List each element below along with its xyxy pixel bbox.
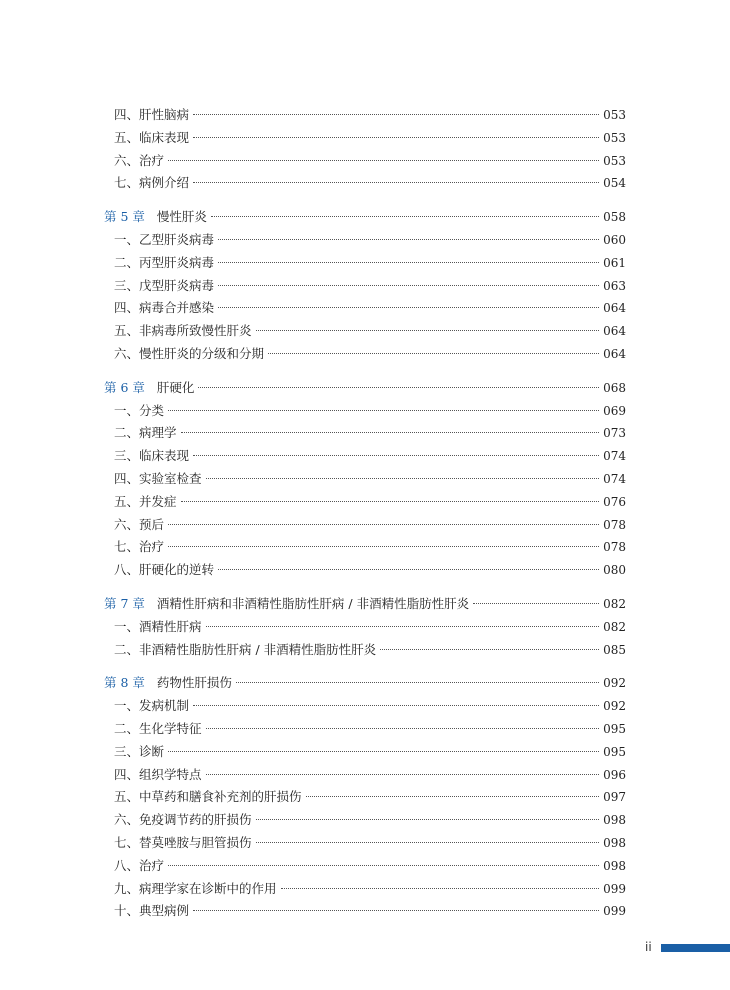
- toc-page-number: 098: [603, 858, 626, 873]
- toc-page-number: 074: [603, 449, 626, 464]
- section-title: 九、病理学家在诊断中的作用: [114, 880, 277, 896]
- section-title: 四、肝性脑病: [114, 107, 190, 122]
- toc-page-number: 092: [603, 699, 626, 714]
- toc-section-row[interactable]: [104, 639, 626, 662]
- toc-section-row[interactable]: [104, 468, 626, 491]
- toc-section-row[interactable]: [104, 400, 626, 423]
- toc-page-number: 099: [603, 904, 626, 919]
- toc-page-number: 054: [603, 176, 626, 191]
- chapter-number: 第 5 章: [104, 209, 145, 225]
- dot-leader: [218, 239, 599, 240]
- dot-leader: [206, 626, 600, 627]
- toc-page-number: 073: [603, 426, 626, 441]
- toc-section-row[interactable]: [104, 150, 626, 173]
- toc-page-number: 076: [603, 494, 626, 509]
- toc-section-row[interactable]: [104, 832, 626, 855]
- toc-page-number: 058: [603, 210, 626, 225]
- section-title: 六、预后: [114, 516, 165, 532]
- chapter-title: 药物性肝损伤: [156, 675, 232, 691]
- toc-page-number: 064: [603, 324, 626, 339]
- chapter-number: 第 6 章: [104, 379, 145, 395]
- toc-section-row[interactable]: [104, 616, 626, 639]
- toc-page-number: 092: [603, 676, 626, 691]
- dot-leader: [193, 114, 599, 115]
- section-title: 七、病例介绍: [114, 175, 190, 191]
- dot-leader: [181, 432, 600, 433]
- section-title: 六、慢性肝炎的分级和分期: [114, 345, 265, 361]
- toc-chapter-row[interactable]: [104, 672, 626, 695]
- toc-section-row[interactable]: [104, 809, 626, 832]
- toc-page-number: 085: [603, 642, 626, 657]
- toc-page-number: 082: [603, 619, 626, 634]
- section-title: 五、并发症: [114, 493, 177, 509]
- section-title: 一、分类: [114, 402, 165, 418]
- section-title: 四、病毒合并感染: [114, 300, 215, 316]
- section-title: 五、中草药和膳食补充剂的肝损伤: [114, 789, 302, 805]
- toc-section-row[interactable]: [104, 229, 626, 252]
- dot-leader: [206, 478, 600, 479]
- chapter-number: 第 8 章: [104, 675, 145, 691]
- section-title: 一、酒精性肝病: [114, 618, 202, 634]
- toc-section-row[interactable]: [104, 104, 626, 127]
- table-of-contents: [104, 104, 626, 923]
- toc-section-row[interactable]: [104, 445, 626, 468]
- toc-section-row[interactable]: [104, 900, 626, 923]
- toc-page-number: 053: [603, 130, 626, 145]
- toc-section-row[interactable]: [104, 275, 626, 298]
- toc-page-number: 098: [603, 813, 626, 828]
- toc-section-row[interactable]: [104, 786, 626, 809]
- dot-leader: [256, 330, 600, 331]
- section-title: 三、戊型肝炎病毒: [114, 277, 215, 293]
- dot-leader: [218, 569, 599, 570]
- section-title: 六、免疫调节药的肝损伤: [114, 812, 252, 828]
- dot-leader: [306, 796, 600, 797]
- dot-leader: [211, 216, 599, 217]
- dot-leader: [168, 160, 599, 161]
- toc-section-row[interactable]: [104, 297, 626, 320]
- section-title: 六、治疗: [114, 152, 165, 168]
- toc-section-row[interactable]: [104, 127, 626, 150]
- dot-leader: [198, 387, 599, 388]
- dot-leader: [473, 603, 599, 604]
- toc-section-row[interactable]: [104, 559, 626, 582]
- toc-page-number: 068: [603, 380, 626, 395]
- section-title: 四、组织学特点: [114, 766, 202, 782]
- toc-section-row[interactable]: [104, 320, 626, 343]
- toc-page-number: 078: [603, 517, 626, 532]
- section-title: 四、实验室检查: [114, 470, 202, 486]
- section-title: 一、发病机制: [114, 698, 190, 714]
- dot-leader: [181, 501, 600, 502]
- chapter-title: 酒精性肝病和非酒精性脂肪性肝病 / 非酒精性脂肪性肝炎: [156, 595, 470, 611]
- toc-page-number: 064: [603, 301, 626, 316]
- toc-section-row[interactable]: [104, 741, 626, 764]
- toc-page-number: 095: [603, 744, 626, 759]
- dot-leader: [168, 751, 599, 752]
- toc-page-number: 096: [603, 767, 626, 782]
- dot-leader: [193, 182, 599, 183]
- toc-section-row[interactable]: [104, 695, 626, 718]
- section-title: 二、丙型肝炎病毒: [114, 254, 215, 270]
- toc-section-row[interactable]: [104, 536, 626, 559]
- toc-page-number: 053: [603, 108, 626, 122]
- dot-leader: [236, 682, 599, 683]
- toc-section-row[interactable]: [104, 878, 626, 901]
- dot-leader: [256, 819, 600, 820]
- dot-leader: [193, 910, 599, 911]
- toc-page-number: 095: [603, 721, 626, 736]
- dot-leader: [193, 137, 599, 138]
- toc-page-number: 053: [603, 153, 626, 168]
- dot-leader: [168, 410, 599, 411]
- toc-chapter-row[interactable]: [104, 377, 626, 400]
- section-title: 十、典型病例: [114, 903, 190, 919]
- toc-page-number: 098: [603, 835, 626, 850]
- dot-leader: [380, 649, 599, 650]
- dot-leader: [218, 307, 599, 308]
- dot-leader: [268, 353, 599, 354]
- chapter-number: 第 7 章: [104, 595, 145, 611]
- toc-page-number: 078: [603, 540, 626, 555]
- toc-page-number: 069: [603, 403, 626, 418]
- toc-page-number: 082: [603, 596, 626, 611]
- toc-page-number: 080: [603, 563, 626, 578]
- dot-leader: [168, 546, 599, 547]
- toc-page-number: 064: [603, 346, 626, 361]
- section-title: 一、乙型肝炎病毒: [114, 231, 215, 247]
- toc-section-row[interactable]: [104, 855, 626, 878]
- section-title: 二、病理学: [114, 425, 177, 441]
- dot-leader: [206, 774, 600, 775]
- toc-page-number: 099: [603, 881, 626, 896]
- dot-leader: [256, 842, 600, 843]
- toc-section-row[interactable]: [104, 172, 626, 195]
- toc-section-row[interactable]: [104, 514, 626, 537]
- section-title: 五、非病毒所致慢性肝炎: [114, 323, 252, 339]
- section-title: 二、非酒精性脂肪性肝病 / 非酒精性脂肪性肝炎: [114, 641, 377, 657]
- dot-leader: [218, 285, 599, 286]
- toc-chapter-row[interactable]: [104, 593, 626, 616]
- dot-leader: [168, 524, 599, 525]
- section-title: 七、治疗: [114, 539, 165, 555]
- toc-section-row[interactable]: [104, 422, 626, 445]
- toc-page-number: 063: [603, 278, 626, 293]
- toc-section-row[interactable]: [104, 252, 626, 275]
- chapter-title: 肝硬化: [156, 379, 195, 395]
- toc-page-number: 060: [603, 232, 626, 247]
- dot-leader: [218, 262, 599, 263]
- dot-leader: [193, 705, 599, 706]
- section-title: 八、肝硬化的逆转: [114, 562, 215, 578]
- toc-section-row[interactable]: [104, 491, 626, 514]
- toc-chapter-row[interactable]: [104, 206, 626, 229]
- toc-page-number: 097: [603, 790, 626, 805]
- dot-leader: [168, 865, 599, 866]
- section-title: 三、临床表现: [114, 448, 190, 464]
- page-number: ii: [645, 940, 652, 954]
- section-title: 三、诊断: [114, 743, 165, 759]
- toc-section-row[interactable]: [104, 718, 626, 741]
- toc-page-number: 074: [603, 471, 626, 486]
- toc-section-row[interactable]: [104, 343, 626, 366]
- section-title: 七、替莫唑胺与胆管损伤: [114, 834, 252, 850]
- section-title: 八、治疗: [114, 857, 165, 873]
- folio-bar: [661, 944, 730, 952]
- toc-page-number: 061: [603, 255, 626, 270]
- section-title: 五、临床表现: [114, 129, 190, 145]
- dot-leader: [193, 455, 599, 456]
- dot-leader: [206, 728, 600, 729]
- chapter-title: 慢性肝炎: [156, 209, 207, 225]
- section-title: 二、生化学特征: [114, 720, 202, 736]
- toc-section-row[interactable]: [104, 764, 626, 787]
- dot-leader: [281, 888, 600, 889]
